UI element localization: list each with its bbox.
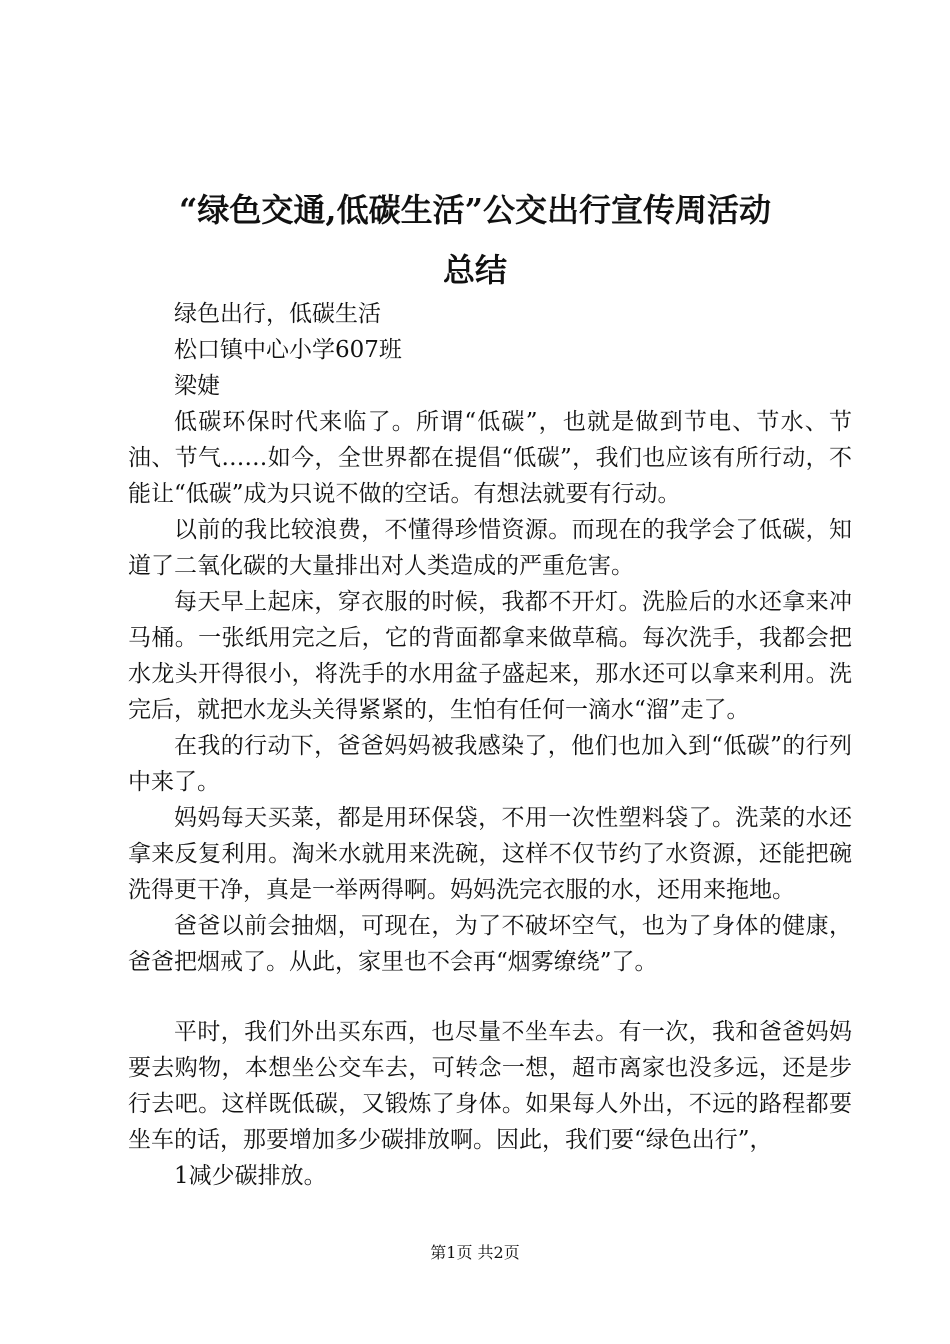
school-class-line: 松口镇中心小学607班 bbox=[174, 337, 402, 363]
body-paragraph: 以前的我比较浪费，不懂得珍惜资源。而现在的我学会了低碳，知道了二氧化碳的大量排出对人类造成的严重危害。 bbox=[128, 517, 852, 579]
document-body bbox=[128, 296, 852, 1194]
body-paragraph: 平时，我们外出买东西，也尽量不坐车去。有一次，我和爸爸妈妈要去购物，本想坐公交车去，可转念一想，超市离家也没多远，还是步行去吧。这样既低碳，又锻炼了身体。如果每人外出，不远的路程都要坐车的话，那要增加多少碳排放啊。因此，我们要“绿色出行”， bbox=[128, 1019, 852, 1153]
body-paragraph: 每天早上起床，穿衣服的时候，我都不开灯。洗脸后的水还拿来冲马桶。一张纸用完之后，它的背面都拿来做草稿。每次洗手，我都会把水龙头开得很小，将洗手的水用盆子盛起来，那水还可以拿来利用。洗完后，就把水龙头关得紧紧的，生怕有任何一滴水“溜”走了。 bbox=[128, 589, 852, 723]
body-paragraph: 妈妈每天买菜，都是用环保袋，不用一次性塑料袋了。洗菜的水还拿来反复利用。淘米水就用来洗碗，这样不仅节约了水资源，还能把碗洗得更干净，真是一举两得啊。妈妈洗完衣服的水，还用来拖地。 bbox=[128, 805, 852, 903]
document-title-line-1: “绿色交通,低碳生活”公交出行宣传周活动 bbox=[179, 191, 771, 229]
author-name: 梁婕 bbox=[174, 373, 220, 399]
subtitle-line: 绿色出行，低碳生活 bbox=[174, 301, 381, 327]
body-paragraph: 低碳环保时代来临了。所谓“低碳”，也就是做到节电、节水、节油、节气……如今，全世界都在提倡“低碳”，我们也应该有所行动，不能让“低碳”成为只说不做的空话。有想法就要有行动。 bbox=[128, 409, 852, 507]
document-title-line-2: 总结 bbox=[442, 251, 507, 289]
body-paragraph: 爸爸以前会抽烟，可现在，为了不破坏空气，也为了身体的健康，爸爸把烟戒了。从此，家里也不会再“烟雾缭绕”了。 bbox=[128, 913, 852, 975]
page-number-footer: 第1页 共2页 bbox=[430, 1243, 520, 1262]
body-paragraph: 在我的行动下，爸爸妈妈被我感染了，他们也加入到“低碳”的行列中来了。 bbox=[128, 733, 852, 795]
body-paragraph: 1减少碳排放。 bbox=[174, 1163, 327, 1189]
